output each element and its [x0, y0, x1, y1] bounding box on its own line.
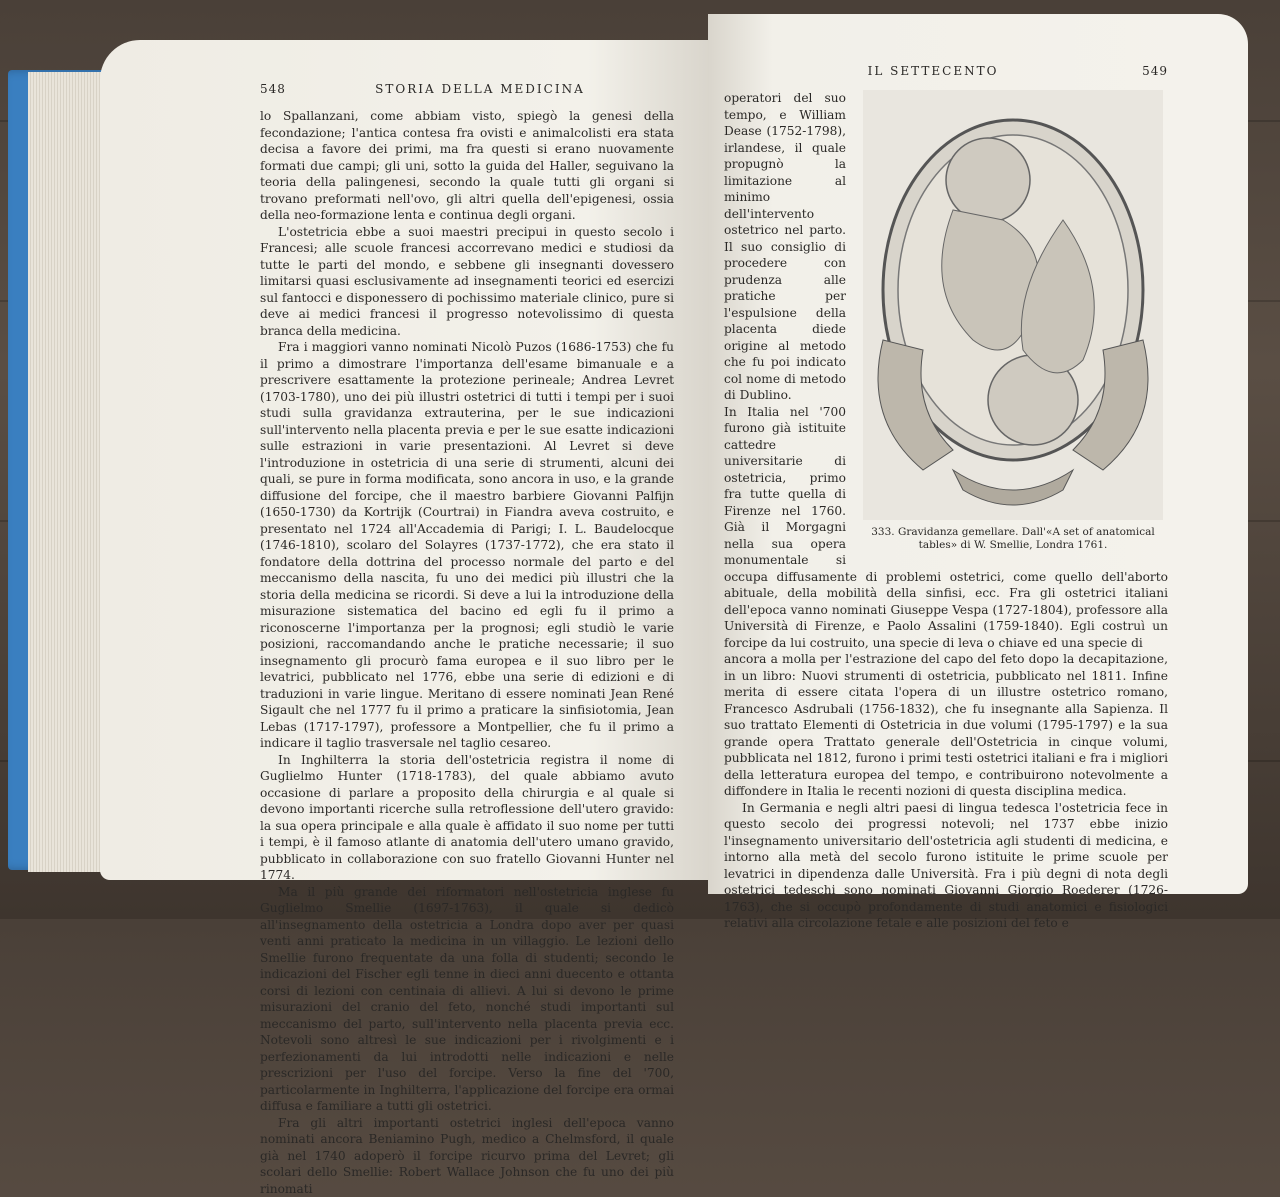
right-page-number: 549 [1142, 64, 1168, 78]
left-header-title: STORIA DELLA MEDICINA [375, 82, 585, 96]
paragraph: In Inghilterra la storia dell'ostetricia registra il nome di Guglielmo Hunter (1718-1783), del quale abbiamo avuto occasione di parlare a proposito della chirurgia e al quale si devono importanti ricerche sulla retroflessione dell'utero gravido: la sua opera principale e alla quale è affidato il suo nome per tutti i tempi, è il famoso atlante di anatomia dell'utero umano gravido, pubblicato in collaborazione con suo fratello Giovanni Hunter nel 1774. [260, 752, 674, 884]
paragraph: lo Spallanzani, come abbiam visto, spiegò la genesi della fecondazione; l'antica contesa fra ovisti e animalcolisti era stata decisa a favore dei primi, ma fra questi si erano nuovamente formati due campi; gli uni, sotto la guida del Haller, seguivano la teoria della palingenesi, secondo la quale tutti gli organi si trovano preformati nell'ovo, gli altri quella dell'epigenesi, ossia della neo-formazione lenta e continua degli organi. [260, 108, 674, 224]
left-body-text [260, 108, 674, 1197]
paragraph: ancora a molla per l'estrazione del capo del feto dopo la decapitazione, in un libro: Nuovi strumenti di ostetricia, pubblicato nel 1811. Infine merita di essere citata l'opera di un illustre ostetrico romano, Francesco Asdrubali (1756-1832), che fu insegnante alla Sapienza. Il suo trattato Elementi di Ostetricia in due volumi (1795-1797) e la sua grande opera Trattato generale dell'Ostetricia in cinque volumi, pubblicata nel 1812, furono i primi testi ostetrici italiani e fra i migliori della letteratura europea del tempo, e contribuirono notevolmente a diffondere in Italia le recenti nozioni di questa disciplina medica. [724, 651, 1168, 800]
paragraph: Ma il più grande dei riformatori nell'ostetricia inglese fu Guglielmo Smellie (1697-1763), il quale si dedicò all'insegnamento della ostetricia a Londra dopo aver per quasi venti anni praticato la medicina in un villaggio. Le lezioni dello Smellie furono frequentate da una folla di studenti; secondo le indicazioni del Fischer egli tenne in dieci anni duecento e ottanta corsi di lezioni con centinaia di allievi. A lui si devono le prime misurazioni del cranio del feto, nonché studi importanti sul meccanismo del parto, sull'intervento nella placenta previa ecc. Notevoli sono altresì le sue indicazioni per i rivolgimenti e i perfezionamenti da lui introdotti nelle indicazioni e nelle prescrizioni per l'uso del forcipe. Verso la fine del '700, particolarmente in Inghilterra, l'applicazione del forcipe era ormai diffusa e familiare a tutti gli ostetrici. [260, 884, 674, 1115]
paragraph: L'ostetricia ebbe a suoi maestri precipui in questo secolo i Francesi; alle scuole francesi accorrevano medici e studiosi da tutte le parti del mondo, e sebbene gli insegnanti dovessero limitarsi quasi esclusivamente ad insegnamenti teorici ed esercizi sul fantocci e disponessero di pochissimo materiale clinico, pure si deve ai medici francesi il progresso notevolissimo di questa branca della medicina. [260, 224, 674, 340]
left-running-head [260, 82, 674, 96]
paragraph: Fra gli altri importanti ostetrici inglesi dell'epoca vanno nominati ancora Beniamino Pugh, medico a Chelmsford, il quale già nel 1740 adoperò il forcipe ricurvo prima del Levret; gli scolari dello Smellie: Robert Wallace Johnson che fu uno dei più rinomati [260, 1115, 674, 1197]
left-page [100, 40, 710, 880]
paragraph: In Italia nel '700 furono già istituite cattedre universitarie di ostetricia, primo fra tutte quella di Firenze nel 1760. Già il Morgagni nella sua opera monumentale si occupa diffusamente di problemi ostetrici, come quello dell'aborto abituale, della mobilità della sinfisi, ecc. Fra gli ostetrici italiani dell'epoca vanno nominati Giuseppe Vespa (1727-1804), professore alla Università di Firenze, e Paolo Assalini (1759-1840). Egli costruì un forcipe da lui costruito, una specie di leva o chiave ed una specie di [724, 404, 1168, 652]
figure-caption: 333. Gravidanza gemellare. Dall'«A set of anatomical tables» di W. Smellie, Londra 1761. [858, 526, 1168, 552]
anatomical-figure [858, 90, 1168, 552]
right-page [708, 14, 1248, 894]
twin-pregnancy-illustration [863, 90, 1163, 520]
right-header-title: IL SETTECENTO [868, 64, 999, 78]
right-body-text [724, 90, 1168, 932]
paragraph: In Germania e negli altri paesi di lingua tedesca l'ostetricia fece in questo secolo dei progressi notevoli; nel 1737 ebbe inizio l'insegnamento universitario dell'ostetricia agli studenti di medicina, e intorno alla metà del secolo furono istituite le prime scuole per levatrici in dipendenza dalle Università. Fra i più degni di nota degli ostetrici tedeschi sono nominati Giovanni Giorgio Roederer (1726-1763), che si occupò profondamente di studi anatomici e fisiologici relativi alla circolazione fetale e alle posizioni del feto e [724, 800, 1168, 932]
left-page-number: 548 [260, 82, 286, 96]
right-running-head [724, 64, 1168, 78]
paragraph: operatori del suo tempo, e William Dease (1752-1798), irlandese, il quale propugnò la limitazione al minimo dell'intervento ostetrico nel parto. Il suo consiglio di procedere con prudenza alle pratiche per l'espulsione della placenta diede origine al metodo che fu poi indicato col nome di metodo di Dublino. [724, 90, 1168, 404]
paragraph: Fra i maggiori vanno nominati Nicolò Puzos (1686-1753) che fu il primo a dimostrare l'importanza dell'esame bimanuale e a prescrivere esattamente la protezione perineale; Andrea Levret (1703-1780), uno dei più illustri ostetrici di tutti i tempi per i suoi studi sulla gravidanza extrauterina, per le sue indicazioni sull'intervento nella placenta previa e per le sue esatte indicazioni sulle estrazioni in varie presentazioni. Al Levret si deve l'introduzione in ostetricia di una serie di strumenti, alcuni dei quali, se pure in forma modificata, sono ancora in uso, e la grande diffusione del forcipe, che il maestro barbiere Giovanni Palfijn (1650-1730) da Kortrijk (Courtrai) in Fiandra aveva costruito, e presentato nel 1724 all'Accademia di Parigi; I. L. Baudelocque (1746-1810), scolaro del Solayres (1737-1772), che era stato il fondatore della dottrina del processo normale del parto e del meccanismo della nascita, fu uno dei medici più illustri che la storia della medicina se ricordi. Si deve a lui la introduzione della misurazione sistematica del bacino ed egli fu il primo a riconoscerne l'importanza per la prognosi; egli studiò le varie posizioni, raccomandando anche le pratiche necessarie; il suo insegnamento gli procurò fama europea e il suo libro per le levatrici, pubblicato nel 1776, ebbe una serie di edizioni e di traduzioni in varie lingue. Meritano di essere nominati Jean René Sigault che nel 1777 fu il primo a praticare la sinfisiotomia, Jean Lebas (1717-1797), professore a Montpellier, che fu il primo a indicare il taglio trasversale nel taglio cesareo. [260, 339, 674, 752]
